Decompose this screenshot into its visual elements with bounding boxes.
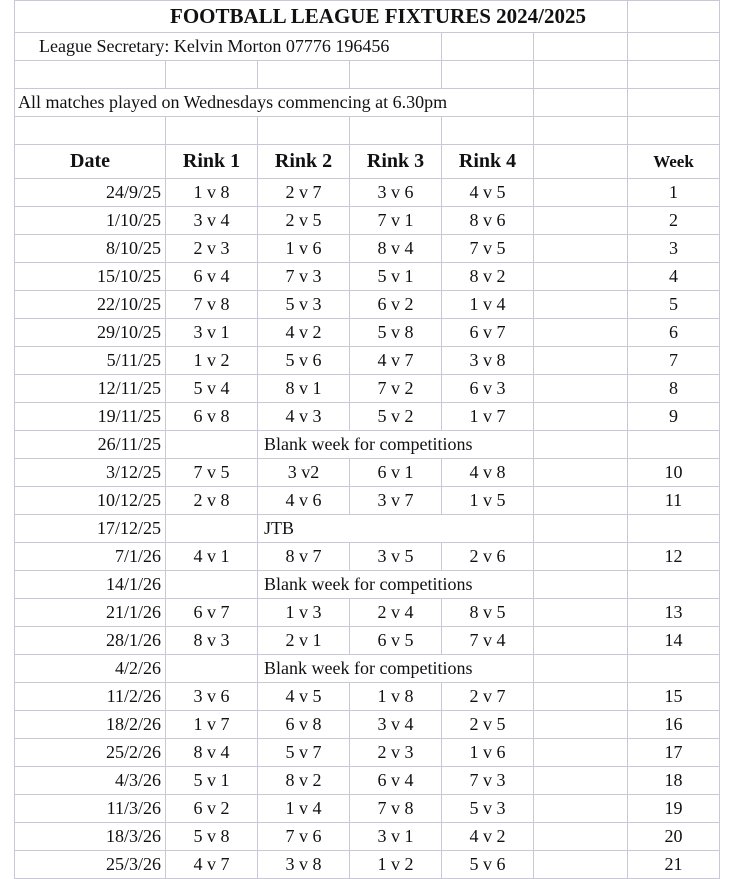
rink-3-match: 8 v 4 <box>350 235 442 263</box>
rink-3-match: 3 v 4 <box>350 711 442 739</box>
week-number: 8 <box>628 375 720 403</box>
empty-cell <box>534 683 628 711</box>
empty-cell <box>534 515 628 543</box>
fixture-row <box>15 823 720 851</box>
fixture-date: 18/3/26 <box>15 823 166 851</box>
header-rink-4: Rink 4 <box>442 145 534 179</box>
fixture-row <box>15 459 720 487</box>
header-date: Date <box>15 145 166 179</box>
rink-1-match: 5 v 4 <box>166 375 258 403</box>
empty-cell <box>534 291 628 319</box>
empty-cell <box>534 403 628 431</box>
sheet-title-text: FOOTBALL LEAGUE FIXTURES 2024/2025 <box>170 4 586 28</box>
fixture-row <box>15 179 720 207</box>
fixture-date: 4/3/26 <box>15 767 166 795</box>
rink-1-match: 3 v 4 <box>166 207 258 235</box>
header-rink-3: Rink 3 <box>350 145 442 179</box>
rink-3-match: 1 v 8 <box>350 683 442 711</box>
rink-3-match: 3 v 1 <box>350 823 442 851</box>
fixture-row <box>15 711 720 739</box>
empty-cell <box>166 571 258 599</box>
rink-1-match: 8 v 3 <box>166 627 258 655</box>
fixture-row <box>15 375 720 403</box>
empty-cell <box>534 739 628 767</box>
fixtures-table <box>14 0 720 879</box>
rink-1-match: 4 v 7 <box>166 851 258 879</box>
fixture-date: 1/10/25 <box>15 207 166 235</box>
rink-1-match: 6 v 2 <box>166 795 258 823</box>
rink-4-match: 7 v 3 <box>442 767 534 795</box>
empty-cell <box>534 711 628 739</box>
rink-3-match: 7 v 2 <box>350 375 442 403</box>
fixture-date: 5/11/25 <box>15 347 166 375</box>
rink-4-match: 6 v 3 <box>442 375 534 403</box>
header-week: Week <box>628 145 720 179</box>
rink-1-match: 5 v 8 <box>166 823 258 851</box>
rink-4-match: 1 v 7 <box>442 403 534 431</box>
fixture-row <box>15 851 720 879</box>
rink-3-match: 7 v 1 <box>350 207 442 235</box>
rink-1-match: 6 v 4 <box>166 263 258 291</box>
week-number: 21 <box>628 851 720 879</box>
empty-cell <box>534 179 628 207</box>
empty-cell <box>534 655 628 683</box>
rink-4-match: 3 v 8 <box>442 347 534 375</box>
fixture-row <box>15 767 720 795</box>
empty-cell <box>534 767 628 795</box>
rink-2-match: 1 v 6 <box>258 235 350 263</box>
week-number: 3 <box>628 235 720 263</box>
sheet-title <box>166 1 628 33</box>
rink-3-match: 6 v 5 <box>350 627 442 655</box>
rink-4-match: 7 v 4 <box>442 627 534 655</box>
empty-cell <box>628 571 720 599</box>
week-number: 17 <box>628 739 720 767</box>
rink-1-match: 7 v 8 <box>166 291 258 319</box>
empty-cell <box>534 571 628 599</box>
rink-2-match: 5 v 3 <box>258 291 350 319</box>
fixture-note: Blank week for competitions <box>258 655 534 683</box>
rink-2-match: 2 v 1 <box>258 627 350 655</box>
rink-3-match: 2 v 4 <box>350 599 442 627</box>
fixture-date: 25/2/26 <box>15 739 166 767</box>
fixture-row <box>15 403 720 431</box>
fixture-date: 28/1/26 <box>15 627 166 655</box>
week-number: 5 <box>628 291 720 319</box>
week-number: 13 <box>628 599 720 627</box>
empty-cell <box>628 515 720 543</box>
week-number: 4 <box>628 263 720 291</box>
fixture-row <box>15 739 720 767</box>
rink-4-match: 1 v 4 <box>442 291 534 319</box>
rink-1-match: 1 v 8 <box>166 179 258 207</box>
fixture-note: Blank week for competitions <box>258 431 534 459</box>
rink-3-match: 3 v 7 <box>350 487 442 515</box>
rink-2-match: 4 v 5 <box>258 683 350 711</box>
rink-4-match: 7 v 5 <box>442 235 534 263</box>
rink-1-match: 1 v 2 <box>166 347 258 375</box>
rink-4-match: 2 v 6 <box>442 543 534 571</box>
fixture-date: 15/10/25 <box>15 263 166 291</box>
fixture-date: 11/2/26 <box>15 683 166 711</box>
rink-2-match: 4 v 3 <box>258 403 350 431</box>
rink-1-match: 7 v 5 <box>166 459 258 487</box>
rink-2-match: 1 v 4 <box>258 795 350 823</box>
fixture-row <box>15 263 720 291</box>
rink-3-match: 3 v 5 <box>350 543 442 571</box>
rink-3-match: 5 v 1 <box>350 263 442 291</box>
fixture-row <box>15 291 720 319</box>
secretary-info: League Secretary: Kelvin Morton 07776 196456 <box>15 33 442 61</box>
header-rink-1: Rink 1 <box>166 145 258 179</box>
note-row <box>15 89 720 117</box>
blank-week-row <box>15 431 720 459</box>
empty-cell <box>534 459 628 487</box>
empty-cell <box>534 851 628 879</box>
rink-4-match: 5 v 3 <box>442 795 534 823</box>
rink-2-match: 8 v 2 <box>258 767 350 795</box>
rink-2-match: 1 v 3 <box>258 599 350 627</box>
rink-1-match: 6 v 8 <box>166 403 258 431</box>
rink-2-match: 6 v 8 <box>258 711 350 739</box>
spacer-row <box>15 61 720 89</box>
rink-4-match: 1 v 6 <box>442 739 534 767</box>
week-number: 11 <box>628 487 720 515</box>
fixture-row <box>15 319 720 347</box>
rink-4-match: 4 v 5 <box>442 179 534 207</box>
rink-4-match: 2 v 5 <box>442 711 534 739</box>
rink-2-match: 8 v 7 <box>258 543 350 571</box>
title-row <box>15 1 720 33</box>
rink-3-match: 5 v 8 <box>350 319 442 347</box>
empty-cell <box>534 795 628 823</box>
fixture-date: 8/10/25 <box>15 235 166 263</box>
rink-1-match: 4 v 1 <box>166 543 258 571</box>
rink-2-match: 4 v 6 <box>258 487 350 515</box>
empty-cell <box>534 263 628 291</box>
week-number: 12 <box>628 543 720 571</box>
rink-3-match: 2 v 3 <box>350 739 442 767</box>
header-row <box>15 145 720 179</box>
week-number: 7 <box>628 347 720 375</box>
rink-3-match: 7 v 8 <box>350 795 442 823</box>
week-number: 15 <box>628 683 720 711</box>
week-number: 19 <box>628 795 720 823</box>
header-rink-2: Rink 2 <box>258 145 350 179</box>
secretary-row <box>15 33 720 61</box>
empty-cell <box>534 487 628 515</box>
rink-4-match: 8 v 2 <box>442 263 534 291</box>
week-number: 6 <box>628 319 720 347</box>
rink-3-match: 6 v 4 <box>350 767 442 795</box>
empty-cell <box>534 319 628 347</box>
fixture-date: 21/1/26 <box>15 599 166 627</box>
rink-1-match: 3 v 6 <box>166 683 258 711</box>
rink-3-match: 6 v 1 <box>350 459 442 487</box>
week-number: 9 <box>628 403 720 431</box>
blank-week-row <box>15 515 720 543</box>
week-number: 18 <box>628 767 720 795</box>
fixture-date: 4/2/26 <box>15 655 166 683</box>
fixture-date: 17/12/25 <box>15 515 166 543</box>
empty-cell <box>534 375 628 403</box>
fixture-row <box>15 795 720 823</box>
rink-2-match: 5 v 6 <box>258 347 350 375</box>
match-time-note: All matches played on Wednesdays commencing at 6.30pm <box>15 89 534 117</box>
rink-4-match: 6 v 7 <box>442 319 534 347</box>
rink-4-match: 2 v 7 <box>442 683 534 711</box>
week-number: 16 <box>628 711 720 739</box>
week-number: 20 <box>628 823 720 851</box>
fixture-row <box>15 599 720 627</box>
week-number: 14 <box>628 627 720 655</box>
fixtures-sheet <box>14 0 719 879</box>
rink-4-match: 8 v 5 <box>442 599 534 627</box>
empty-cell <box>628 431 720 459</box>
empty-cell <box>534 207 628 235</box>
rink-3-match: 6 v 2 <box>350 291 442 319</box>
week-number: 10 <box>628 459 720 487</box>
fixture-date: 26/11/25 <box>15 431 166 459</box>
week-number: 1 <box>628 179 720 207</box>
fixture-date: 24/9/25 <box>15 179 166 207</box>
fixture-row <box>15 683 720 711</box>
rink-2-match: 3 v 8 <box>258 851 350 879</box>
empty-cell <box>534 599 628 627</box>
week-number: 2 <box>628 207 720 235</box>
fixture-date: 7/1/26 <box>15 543 166 571</box>
rink-2-match: 8 v 1 <box>258 375 350 403</box>
rink-1-match: 8 v 4 <box>166 739 258 767</box>
rink-4-match: 5 v 6 <box>442 851 534 879</box>
rink-2-match: 2 v 5 <box>258 207 350 235</box>
empty-cell <box>534 347 628 375</box>
fixture-row <box>15 627 720 655</box>
fixture-date: 10/12/25 <box>15 487 166 515</box>
fixture-date: 19/11/25 <box>15 403 166 431</box>
blank-week-row <box>15 655 720 683</box>
fixture-date: 14/1/26 <box>15 571 166 599</box>
empty-cell <box>534 543 628 571</box>
fixture-date: 11/3/26 <box>15 795 166 823</box>
rink-4-match: 1 v 5 <box>442 487 534 515</box>
fixture-row <box>15 207 720 235</box>
rink-3-match: 4 v 7 <box>350 347 442 375</box>
empty-cell <box>166 431 258 459</box>
fixture-note: Blank week for competitions <box>258 571 534 599</box>
rink-4-match: 4 v 2 <box>442 823 534 851</box>
rink-2-match: 3 v2 <box>258 459 350 487</box>
empty-cell <box>534 431 628 459</box>
rink-1-match: 5 v 1 <box>166 767 258 795</box>
empty-cell <box>166 515 258 543</box>
rink-4-match: 4 v 8 <box>442 459 534 487</box>
fixture-date: 25/3/26 <box>15 851 166 879</box>
fixture-row <box>15 235 720 263</box>
rink-4-match: 8 v 6 <box>442 207 534 235</box>
fixture-date: 12/11/25 <box>15 375 166 403</box>
rink-1-match: 1 v 7 <box>166 711 258 739</box>
rink-3-match: 3 v 6 <box>350 179 442 207</box>
empty-cell <box>166 655 258 683</box>
empty-cell <box>534 627 628 655</box>
fixture-date: 3/12/25 <box>15 459 166 487</box>
rink-2-match: 4 v 2 <box>258 319 350 347</box>
rink-1-match: 2 v 8 <box>166 487 258 515</box>
rink-2-match: 7 v 3 <box>258 263 350 291</box>
rink-1-match: 2 v 3 <box>166 235 258 263</box>
rink-1-match: 3 v 1 <box>166 319 258 347</box>
rink-2-match: 2 v 7 <box>258 179 350 207</box>
fixture-date: 18/2/26 <box>15 711 166 739</box>
rink-2-match: 7 v 6 <box>258 823 350 851</box>
fixture-note: JTB <box>258 515 534 543</box>
rink-1-match: 6 v 7 <box>166 599 258 627</box>
fixture-row <box>15 347 720 375</box>
spacer-row <box>15 117 720 145</box>
fixture-row <box>15 487 720 515</box>
fixture-date: 29/10/25 <box>15 319 166 347</box>
fixtures-table-body <box>15 1 720 879</box>
empty-cell <box>534 823 628 851</box>
empty-cell <box>534 235 628 263</box>
blank-week-row <box>15 571 720 599</box>
fixture-row <box>15 543 720 571</box>
rink-2-match: 5 v 7 <box>258 739 350 767</box>
rink-3-match: 1 v 2 <box>350 851 442 879</box>
rink-3-match: 5 v 2 <box>350 403 442 431</box>
empty-cell <box>628 655 720 683</box>
fixture-date: 22/10/25 <box>15 291 166 319</box>
